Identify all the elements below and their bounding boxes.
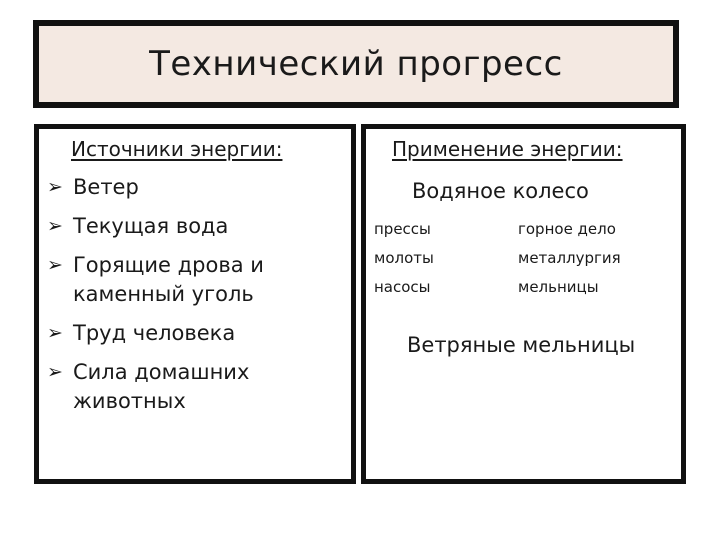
water-wheel-uses-col2 (518, 215, 621, 302)
list-item: металлургия (518, 249, 621, 267)
list-item: мельницы (518, 278, 599, 296)
source-human-labor: Труд человека (73, 321, 236, 345)
title-banner (33, 20, 679, 108)
list-item (47, 212, 347, 241)
arrow-bullet-icon: ➢ (47, 176, 63, 198)
list-item (47, 173, 347, 202)
list-item (47, 251, 347, 309)
energy-sources-heading: Источники энергии: (71, 137, 283, 161)
source-wind: Ветер (73, 175, 139, 199)
energy-use-heading: Применение энергии: (392, 137, 623, 161)
source-animal-power: Сила домашних животных (73, 360, 250, 413)
energy-sources-list (47, 173, 347, 426)
energy-use-panel (361, 124, 686, 484)
water-wheel-uses-col1 (374, 215, 434, 302)
energy-sources-panel (34, 124, 356, 484)
water-wheel-label: Водяное колесо (412, 179, 589, 203)
list-item: прессы (374, 220, 431, 238)
list-item: молоты (374, 249, 434, 267)
windmills-label: Ветряные мельницы (407, 333, 636, 357)
list-item (47, 319, 347, 348)
page-title: Технический прогресс (149, 44, 563, 84)
arrow-bullet-icon: ➢ (47, 322, 63, 344)
arrow-bullet-icon: ➢ (47, 215, 63, 237)
arrow-bullet-icon: ➢ (47, 361, 63, 383)
list-item: горное дело (518, 220, 616, 238)
source-flowing-water: Текущая вода (73, 214, 229, 238)
arrow-bullet-icon: ➢ (47, 254, 63, 276)
list-item (47, 358, 347, 416)
list-item: насосы (374, 278, 431, 296)
source-firewood-coal: Горящие дрова и каменный уголь (73, 253, 264, 306)
